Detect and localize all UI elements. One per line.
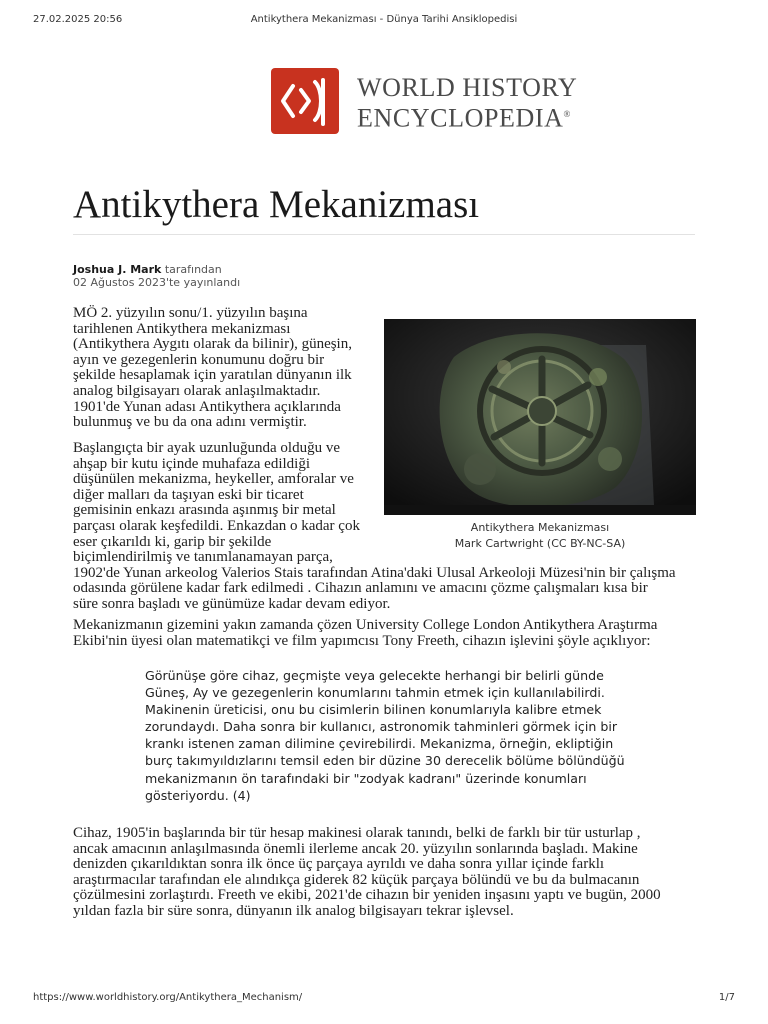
quote-line: Makinenin üreticisi, onu bu cisimlerin bilinen konumlarıyla kalibre etmek: [145, 702, 602, 718]
paragraph-line: (Antikythera Aygıtı olarak da bilinir), güneşin,: [73, 336, 352, 353]
paragraph-line: odasında görülene kadar fark edilmedi . Cihazın anlamını ve amacını çözme çalışmaları kısa bir: [73, 580, 648, 597]
print-page-title: Antikythera Mekanizması - Dünya Tarihi Ansiklopedisi: [250, 14, 518, 25]
print-footer: [33, 992, 735, 1006]
paragraph-line: Başlangıçta bir ayak uzunluğunda olduğu ve: [73, 440, 341, 456]
paragraph-4: [73, 826, 661, 920]
quote-line: mekanizmanın ön tarafındaki bir "zodyak kadranı" üzerinde konumları: [145, 770, 587, 786]
paragraph-1: [73, 306, 352, 431]
paragraph-line: ayın ve gezegenlerin konumunu doğru bir: [73, 351, 325, 368]
paragraph-line: Mekanizmanın gizemini yakın zamanda çözen University College London Antikythera Araştırma: [73, 617, 658, 633]
quote-line: zorundaydı. Daha sonra bir kullanıcı, astronomik tahminleri görmek için bir: [145, 719, 618, 735]
title-divider: [73, 234, 695, 235]
paragraph-line: analog bilgisayarı olarak anlaşılmaktadır.: [73, 382, 321, 399]
paragraph-line: çözülmesini zorlaştırdı. Freeth ve ekibi, 2021'de cihazın bir yeniden inşasını yaptı ve bugün, 2000: [73, 887, 661, 904]
quote-line: gösteriyordu. (4): [145, 787, 251, 803]
block-quote: [145, 667, 645, 804]
quote-line: Güneş, Ay ve gezegenlerin konumlarını tahmin etmek için kullanılabilirdi.: [145, 685, 605, 701]
page-url[interactable]: https://www.worldhistory.org/Antikythera_Mechanism/: [33, 992, 303, 1003]
logo-wordmark: [357, 75, 577, 132]
paragraph-line: bulunmuş ve bu da ona adını vermiştir.: [73, 414, 307, 431]
article-title: Antikythera Mekanizması: [73, 183, 480, 226]
paragraph-line: Ekibi'nin üyesi olan matematikçi ve film yapımcısı Tony Freeth, cihazın işlevini şöyle açıklıyor:: [73, 632, 651, 649]
paragraph-line: süre sonra başladı ve günümüze kadar devam ediyor.: [73, 595, 391, 612]
quote-line: krankı istenen zaman dilimine çevirebilirdi. Mekanizma, örneğin, ekliptiğin: [145, 736, 614, 752]
paragraph-line: şekilde hesaplamak için yaratılan dünyanın ilk: [73, 367, 352, 384]
paragraph-2: [73, 441, 676, 613]
quote-line: Görünüşe göre cihaz, geçmişte veya gelecekte herhangi bir belirli günde: [145, 668, 604, 683]
paragraph-line: 1901'de Yunan adası Antikythera açıklarında: [73, 398, 341, 415]
paragraph-line: ancak amacının anlaşılmasında önemli ilerleme ancak 20. yüzyılın sonlarında başladı. Makine: [73, 840, 638, 857]
paragraph-line: tarihlenen Antikythera mekanizması: [73, 320, 291, 337]
paragraph-3: [73, 618, 657, 649]
author-suffix: tarafından: [161, 263, 222, 276]
paragraph-line: diğer malları da taşıyan eski bir ticaret: [73, 486, 304, 503]
paragraph-line: düşünülen mekanizma, heykeller, amforalar ve: [73, 471, 354, 488]
page-number: 1/7: [718, 992, 735, 1003]
paragraph-line: araştırmacılar tarafından ele alındıkça giderek 82 küçük parçaya bölündü ve bu da bulmacanın: [73, 871, 640, 888]
publish-date: 02 Ağustos 2023'te yayınlandı: [73, 276, 241, 289]
registered-mark: ®: [563, 109, 571, 119]
quote-line: burç takımyıldızlarını temsil eden bir düzine 30 derecelik bölüme bölündüğü: [145, 753, 625, 769]
print-datetime: 27.02.2025 20:56: [33, 14, 123, 25]
logo-line-1: WORLD HISTORY: [357, 73, 578, 102]
paragraph-line: yıldan fazla bir süre sonra, dünyanın ilk analog bilgisayarı tekrar işlevsel.: [73, 902, 514, 919]
paragraph-line: 1902'de Yunan arkeolog Valerios Stais tarafından Atina'daki Ulusal Arkeoloji Müzesi'nin bir çalışma: [73, 564, 676, 581]
figure-caption-title: Antikythera Mekanizması: [470, 521, 610, 534]
paragraph-line: gemisinin enkazı arasında aşınmış bir metal: [73, 502, 336, 519]
paragraph-line: Cihaz, 1905'in başlarında bir tür hesap makinesi olarak tanındı, belki de farklı bir tür usturlap ,: [73, 825, 641, 841]
logo-line-2: ENCYCLOPEDIA: [357, 103, 564, 133]
paragraph-line: denizden çıkarıldıktan sonra ilk önce üç parçaya ayrıldı ve daha sonra yıllar içinde farklı: [73, 856, 605, 873]
byline: [73, 263, 240, 289]
paragraph-line: biçimlendirilmiş ve tanımlanamayan parça,: [73, 549, 333, 566]
paragraph-line: MÖ 2. yüzyılın sonu/1. yüzyılın başına: [73, 305, 308, 321]
author-link[interactable]: Joshua J. Mark: [73, 263, 162, 276]
paragraph-line: eser çıkarıldı ki, garip bir şekilde: [73, 533, 272, 550]
paragraph-line: parçası olarak keşfedildi. Enkazdan o kadar çok: [73, 517, 360, 534]
paragraph-line: ahşap bir kutu içinde muhafaza edildiği: [73, 455, 311, 472]
print-header: [33, 14, 735, 28]
figure-credit: Mark Cartwright (CC BY-NC-SA): [454, 537, 626, 550]
whe-logo-icon: [271, 68, 339, 134]
